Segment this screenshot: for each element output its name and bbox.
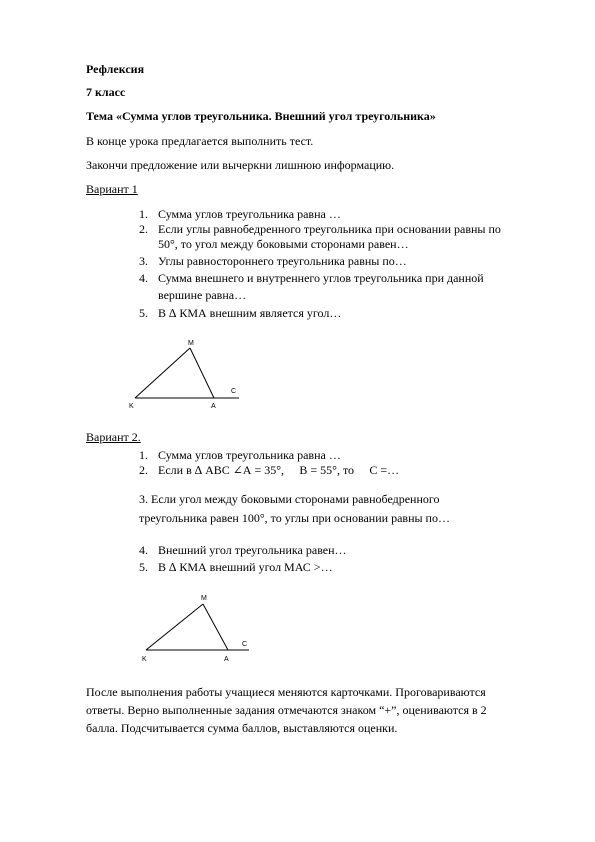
footer-line-2: ответы. Верно выполненные задания отмечаются знаком “+”, оцениваются в 2: [86, 703, 487, 717]
v2-vertex-label-m: M: [201, 595, 207, 602]
v1-item-2-text-line-1: Если углы равнобедренного треугольника при основании равны по: [158, 222, 501, 236]
v2-item-4-text: Внешний угол треугольника равен…: [158, 543, 347, 557]
variant-1-heading: Вариант 1: [86, 182, 138, 196]
doc-title: Рефлексия: [86, 62, 145, 76]
v2-item-4-number: 4.: [139, 543, 148, 557]
v1-item-1-text: Сумма углов треугольника равна …: [158, 207, 341, 221]
v2-item-3-text-line-2: треугольника равен 100°, то углы при основании равны по…: [139, 511, 450, 525]
v2-item-5-text: В ∆ КМА внешний угол МАС >…: [158, 560, 333, 574]
v2-triangle-figure: [140, 585, 265, 670]
v2-vertex-label-a: A: [224, 656, 229, 663]
v1-item-4-number: 4.: [139, 271, 148, 285]
v2-item-2-text: Если в ∆ АВС ∠А = 35°, ⃞ В = 55°, то ⃞ С =…: [158, 463, 400, 477]
v2-item-5-number: 5.: [139, 560, 148, 574]
v2-item-3-text-line-1: 3. Если угол между боковыми сторонами равнобедренного: [139, 492, 440, 506]
topic-heading: Тема «Сумма углов треугольника. Внешний угол треугольника»: [86, 109, 436, 123]
v1-item-2-text-line-2: 50°, то угол между боковыми сторонами равен…: [158, 237, 409, 251]
v2-point-label-c: C: [242, 641, 248, 648]
v2-item-2-number: 2.: [139, 463, 148, 477]
v1-vertex-label-a: A: [211, 403, 216, 410]
v1-side-km: [135, 348, 190, 398]
v2-side-km: [146, 604, 203, 650]
grade-label: 7 класс: [86, 85, 126, 99]
v1-item-4-text-line-2: вершине равна…: [158, 288, 247, 302]
v2-vertex-label-k: K: [142, 656, 147, 663]
v1-item-4-text-line-1: Сумма внешнего и внутреннего углов треугольника при данной: [158, 271, 484, 285]
v1-item-1-number: 1.: [139, 207, 148, 221]
v1-item-2-number: 2.: [139, 222, 148, 236]
v1-triangle-figure: [125, 335, 250, 415]
intro-line-1: В конце урока предлагается выполнить тест.: [86, 134, 314, 148]
v2-side-ma: [203, 604, 228, 650]
variant-2-heading: Вариант 2.: [86, 430, 141, 444]
intro-line-2: Закончи предложение или вычеркни лишнюю информацию.: [86, 158, 395, 172]
v1-vertex-label-k: K: [129, 403, 134, 410]
v1-point-label-c: C: [231, 388, 237, 395]
footer-line-3: балла. Подсчитывается сумма баллов, выставляются оценки.: [86, 721, 398, 735]
footer-line-1: После выполнения работы учащиеся меняются карточками. Проговариваются: [86, 685, 486, 699]
v1-vertex-label-m: M: [188, 340, 194, 347]
v1-item-3-number: 3.: [139, 254, 148, 268]
v1-item-3-text: Углы равностороннего треугольника равны по…: [158, 254, 407, 268]
v1-item-5-text: В ∆ КМА внешним является угол…: [158, 306, 342, 320]
v1-side-ma: [190, 348, 214, 398]
v2-item-1-number: 1.: [139, 448, 148, 462]
v2-item-1-text: Сумма углов треугольника равна …: [158, 448, 341, 462]
v1-item-5-number: 5.: [139, 306, 148, 320]
